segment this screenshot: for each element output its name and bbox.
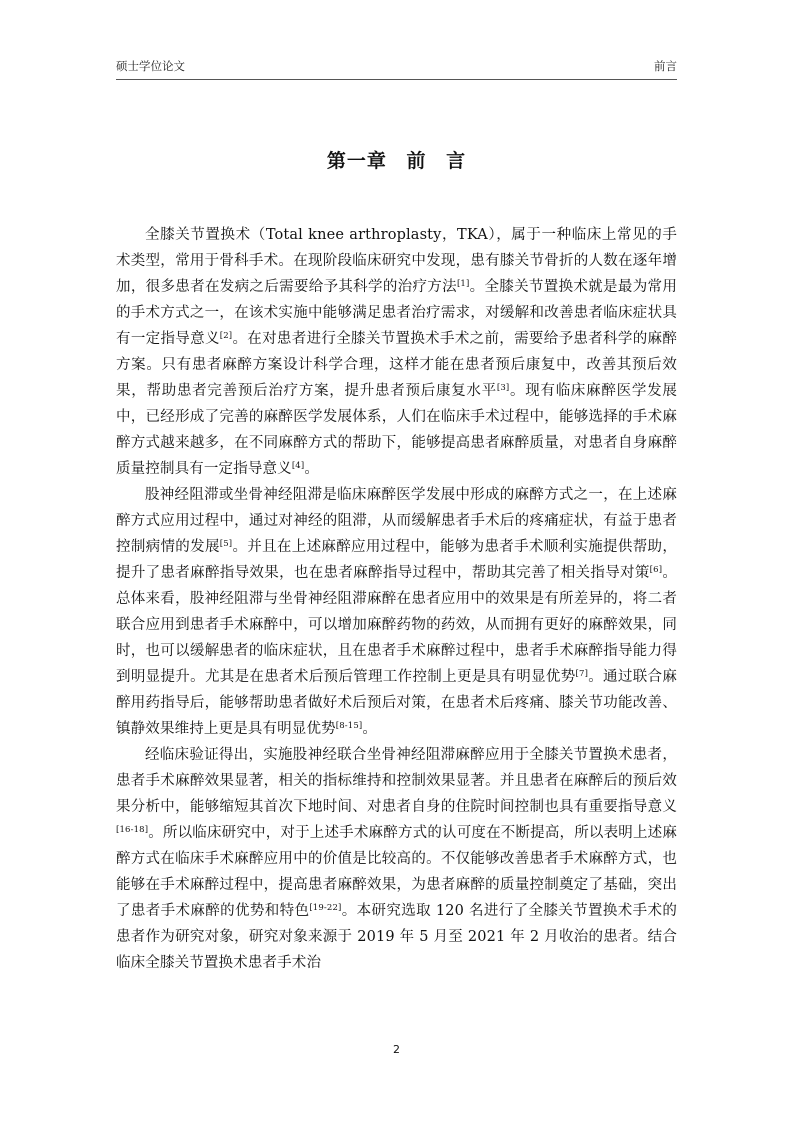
paragraph-text: 。 (362, 721, 378, 737)
paragraph-text: 。全膝关节置换术就是最为常用的手术方式之一，在该术实施中能够满足患者治疗需求，对缓解和改善患者临床症状具有一定指导意义 (116, 279, 677, 347)
citation-ref: [8-15] (335, 721, 363, 731)
paragraph-text: 。通过联合麻醉用药指导后，能够帮助患者做好术后预后对策，在患者术后疼痛、膝关节功能改善、镇静效果维持上更是具有明显优势 (116, 669, 677, 737)
header-rule (116, 79, 677, 80)
citation-ref: [7] (575, 669, 589, 679)
citation-ref: [5] (219, 539, 233, 549)
paragraph-text: 。现有临床麻醉医学发展中，已经形成了完善的麻醉医学发展体系，人们在临床手术过程中，能够选择的手术麻醉方式越来越多，在不同麻醉方式的帮助下，能够提高患者麻醉质量，对患者自身麻醉质量控制具有一定指导意义 (116, 383, 678, 477)
paragraph-text: 。并且在上述麻醉应用过程中，能够为患者手术顺利实施提供帮助，提升了患者麻醉指导效果，也在患者麻醉指导过程中，帮助其完善了相关指导对策 (116, 539, 677, 581)
body-paragraph (116, 222, 677, 482)
citation-ref: [16-18] (116, 825, 149, 835)
body-paragraph (116, 482, 677, 742)
body-paragraph (116, 742, 677, 976)
paragraph-text: 。所以临床研究中，对于上述手术麻醉方式的认可度在不断提高，所以表明上述麻醉方式在临床手术麻醉应用中的价值是比较高的。不仅能够改善患者手术麻醉方式，也能够在手术麻醉过程中，提高患者麻醉效果，为患者麻醉的质量控制奠定了基础，突出了患者手术麻醉的优势和特色 (116, 825, 677, 919)
paragraph-text: 经临床验证得出，实施股神经联合坐骨神经阻滞麻醉应用于全膝关节置换术患者，患者手术麻醉效果显著，相关的指标维持和控制效果显著。并且患者在麻醉后的预后效果分析中，能够缩短其首次下地时间、对患者自身的住院时间控制也具有重要指导意义 (116, 747, 677, 815)
paragraph-text: 。总体来看，股神经阻滞与坐骨神经阻滞麻醉在患者应用中的效果是有所差异的，将二者联合应用到患者手术麻醉中，可以增加麻醉药物的药效，从而拥有更好的麻醉效果，同时，也可以缓解患者的临床症状，且在患者手术麻醉过程中，患者手术麻醉指导能力得到明显提升。尤其是在患者术后预后管理工作控制上更是具有明显优势 (116, 565, 677, 685)
citation-ref: [2] (219, 331, 233, 341)
header-section-name: 前言 (654, 59, 677, 73)
body-text (116, 222, 677, 976)
header-thesis-type: 硕士学位论文 (116, 59, 185, 73)
paragraph-text: 全膝关节置换术（Total knee arthroplasty，TKA），属于一种临床上常见的手术类型，常用于骨科手术。在现阶段临床研究中发现，患有膝关节骨折的人数在逐年增加，很多患者在发病之后需要给予其科学的治疗方法 (116, 227, 677, 295)
citation-ref: [6] (649, 565, 663, 575)
chapter-title: 第一章 前 言 (326, 150, 467, 172)
page-number: 2 (393, 1043, 400, 1056)
citation-ref: [1] (456, 279, 470, 289)
paragraph-text: 。在对患者进行全膝关节置换术手术之前，需要给予患者科学的麻醉方案。只有患者麻醉方案设计科学合理，这样才能在患者预后康复中，改善其预后效果，帮助患者完善预后治疗方案，提升患者预后康复水平 (116, 331, 677, 399)
paragraph-text: 。本研究选取 120 名进行了全膝关节置换术手术的患者作为研究对象，研究对象来源于 2019 年 5 月至 2021 年 2 月收治的患者。结合临床全膝关节置换术患者手术治 (116, 903, 677, 971)
citation-ref: [3] (496, 383, 510, 393)
citation-ref: [4] (291, 461, 305, 471)
paragraph-text: 股神经阻滞或坐骨神经阻滞是临床麻醉医学发展中形成的麻醉方式之一，在上述麻醉方式应用过程中，通过对神经的阻滞，从而缓解患者手术后的疼痛症状，有益于患者控制病情的发展 (116, 487, 677, 555)
running-header (116, 58, 677, 74)
citation-ref: [19-22] (309, 903, 342, 913)
paragraph-text: 。 (304, 461, 319, 477)
